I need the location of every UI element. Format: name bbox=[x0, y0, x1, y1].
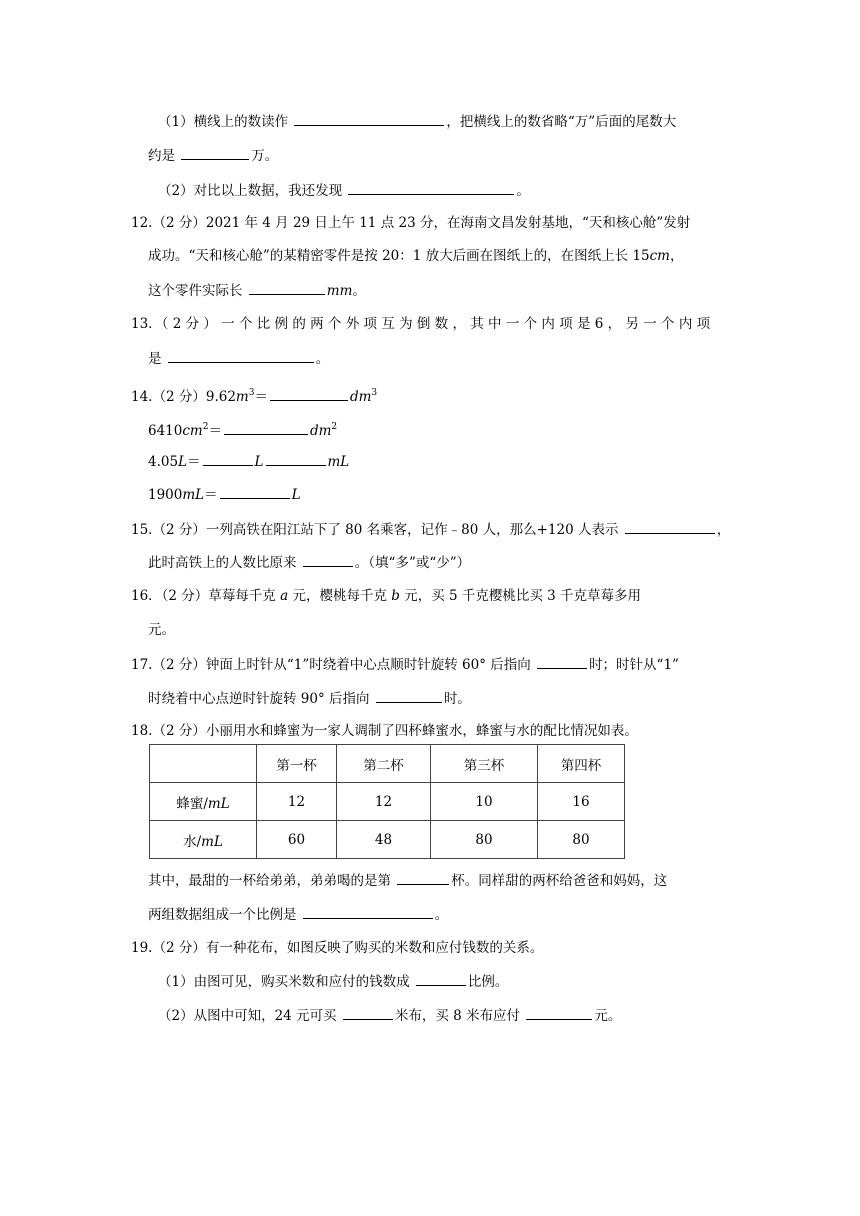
text: 12.（2 分）2021 年 4 月 29 日上午 11 点 23 分，在海南文昌发射基地，“天和核心舱”发射 bbox=[131, 215, 691, 231]
table-cell: 48 bbox=[337, 821, 431, 859]
text: 6410 bbox=[148, 423, 183, 439]
text: 。 bbox=[434, 907, 449, 923]
exponent: 2 bbox=[331, 422, 338, 432]
text: 。（填“多”或“少”） bbox=[354, 555, 471, 571]
text: 是 bbox=[148, 351, 162, 367]
answer-blank[interactable] bbox=[376, 688, 442, 703]
q18-line1 bbox=[131, 721, 638, 741]
text: （1）由图可见，购买米数和应付的钱数成 bbox=[158, 974, 410, 990]
unit: mm bbox=[326, 283, 353, 299]
unit: cm bbox=[649, 248, 670, 264]
text: 16．（2 分）草莓每千克 bbox=[131, 588, 276, 604]
table-cell: 第一杯 bbox=[257, 745, 337, 783]
text: 15.（2 分）一列高铁在阳江站下了 80 名乘客，记作﹣80 人，那么+120 人表示 bbox=[131, 522, 619, 538]
answer-blank[interactable] bbox=[348, 180, 514, 195]
table-cell: 12 bbox=[337, 783, 431, 821]
table-row-label bbox=[150, 821, 257, 859]
q17-line1 bbox=[131, 654, 679, 675]
answer-blank[interactable] bbox=[203, 451, 253, 466]
q14-line4 bbox=[148, 484, 301, 505]
text: 万。 bbox=[251, 148, 279, 164]
q17-line2 bbox=[148, 688, 471, 709]
q18-line2 bbox=[148, 870, 667, 891]
unit: L bbox=[254, 454, 264, 470]
q14-line2 bbox=[148, 417, 337, 441]
text: ， bbox=[716, 522, 731, 538]
q15-line1 bbox=[131, 519, 730, 540]
text: 14.（2 分）9.62 bbox=[131, 389, 236, 405]
equals: ＝ bbox=[254, 389, 268, 405]
text: 成功。“天和核心舱”的某精密零件是按 20：1 放大后画在图纸上的，在图纸上长 15 bbox=[148, 248, 650, 264]
q14-line3 bbox=[148, 451, 349, 472]
text: 元。 bbox=[148, 622, 175, 638]
text: 杯。同样甜的两杯给爸爸和妈妈，这 bbox=[451, 873, 668, 889]
q19-part2 bbox=[158, 1005, 621, 1026]
text: 19.（2 分）有一种花布，如图反映了购买的米数和应付钱数的关系。 bbox=[131, 940, 544, 956]
answer-blank[interactable] bbox=[303, 904, 433, 919]
unit: mL bbox=[327, 454, 350, 470]
answer-blank[interactable] bbox=[537, 654, 587, 669]
text: （1）横线上的数读作 bbox=[158, 114, 289, 130]
answer-blank[interactable] bbox=[303, 552, 353, 567]
table-row-label bbox=[150, 783, 257, 821]
text: （2）对比以上数据，我还发现 bbox=[158, 183, 343, 199]
q19-part1 bbox=[158, 971, 508, 992]
table-row bbox=[150, 783, 625, 821]
q12-line3 bbox=[148, 280, 366, 301]
answer-blank[interactable] bbox=[397, 870, 449, 885]
unit: L bbox=[291, 487, 301, 503]
text: 其中，最甜的一杯给弟弟，弟弟喝的是第 bbox=[148, 873, 391, 889]
q11-part2 bbox=[158, 180, 530, 201]
q11-part1-line1 bbox=[158, 111, 676, 132]
text: 水/ bbox=[183, 833, 202, 850]
variable: a bbox=[280, 588, 289, 604]
unit: dm bbox=[349, 389, 372, 405]
text: 17.（2 分）钟面上时针从“1”时绕着中心点顺时针旋转 60° 后指向 bbox=[131, 657, 531, 673]
q15-line2 bbox=[148, 552, 470, 573]
text: ，把横线上的数省略“万”后面的尾数大 bbox=[446, 114, 677, 130]
text: 元。 bbox=[594, 1008, 622, 1024]
text: 。 bbox=[352, 283, 366, 299]
table-cell: 12 bbox=[257, 783, 337, 821]
answer-blank[interactable] bbox=[270, 386, 348, 401]
q13-line2 bbox=[148, 348, 329, 369]
q16-line1 bbox=[131, 586, 641, 606]
text: 18.（2 分）小丽用水和蜂蜜为一家人调制了四杯蜂蜜水，蜂蜜与水的配比情况如表。 bbox=[131, 723, 638, 739]
q18-line3 bbox=[148, 904, 448, 925]
unit: cm bbox=[182, 423, 203, 439]
equals: ＝ bbox=[208, 423, 222, 439]
table-cell: 第三杯 bbox=[431, 745, 538, 783]
text: 元，樱桃每千克 bbox=[292, 588, 387, 604]
text: 约是 bbox=[148, 148, 175, 164]
text: 元，买 5 千克樱桃比买 3 千克草莓多用 bbox=[404, 588, 642, 604]
exponent: 2 bbox=[202, 422, 209, 432]
answer-blank[interactable] bbox=[294, 111, 444, 126]
answer-blank[interactable] bbox=[266, 451, 326, 466]
text: 蜂蜜/ bbox=[176, 795, 208, 812]
answer-blank[interactable] bbox=[416, 971, 466, 986]
answer-blank[interactable] bbox=[220, 484, 290, 499]
text: 时。 bbox=[443, 691, 471, 707]
text: 米布，买 8 米布应付 bbox=[394, 1008, 521, 1024]
text: 。 bbox=[315, 351, 330, 367]
text: （2）从图中可知，24 元可买 bbox=[158, 1008, 337, 1024]
text: 1900 bbox=[148, 487, 183, 503]
unit: L bbox=[178, 454, 188, 470]
text: ， bbox=[670, 248, 684, 264]
answer-blank[interactable] bbox=[526, 1005, 592, 1020]
text: 时绕着中心点逆时针旋转 90° 后指向 bbox=[148, 691, 370, 707]
text: 。 bbox=[516, 183, 530, 199]
exponent: 3 bbox=[248, 388, 255, 398]
table-cell: 80 bbox=[431, 821, 538, 859]
q12-line2 bbox=[148, 246, 684, 266]
q19-line1 bbox=[131, 938, 543, 958]
q12-line1 bbox=[131, 213, 690, 233]
q14-line1 bbox=[131, 383, 377, 407]
answer-blank[interactable] bbox=[625, 519, 715, 534]
text: 时；时针从“1” bbox=[589, 657, 679, 673]
honey-water-table bbox=[149, 744, 625, 859]
q13-line1 bbox=[131, 314, 710, 334]
table-cell: 第四杯 bbox=[538, 745, 625, 783]
text: 两组数据组成一个比例是 bbox=[148, 907, 297, 923]
text: 4.05 bbox=[148, 454, 179, 470]
table-cell: 10 bbox=[431, 783, 538, 821]
table-cell: 16 bbox=[538, 783, 625, 821]
equals: ＝ bbox=[204, 487, 218, 503]
unit: mL bbox=[201, 833, 223, 850]
equals: ＝ bbox=[187, 454, 201, 470]
table-cell bbox=[150, 745, 257, 783]
answer-blank[interactable] bbox=[343, 1005, 393, 1020]
answer-blank[interactable] bbox=[181, 145, 249, 160]
unit: mL bbox=[182, 487, 205, 503]
exponent: 3 bbox=[371, 388, 378, 398]
answer-blank[interactable] bbox=[249, 280, 325, 295]
table-cell: 第二杯 bbox=[337, 745, 431, 783]
unit: mL bbox=[207, 795, 230, 812]
unit: dm bbox=[309, 423, 332, 439]
q11-part1-line2 bbox=[148, 145, 278, 166]
unit: m bbox=[235, 389, 249, 405]
table-cell: 60 bbox=[257, 821, 337, 859]
text: 此时高铁上的人数比原来 bbox=[148, 555, 297, 571]
table-cell: 80 bbox=[538, 821, 625, 859]
variable: b bbox=[391, 588, 400, 604]
text: 13．（ 2 分 ） 一 个 比 例 的 两 个 外 项 互 为 倒 数 ， 其 中 一 个 内 项 是 6 ， 另 一 个 内 项 bbox=[131, 316, 711, 332]
text: 比例。 bbox=[467, 974, 509, 990]
text: 这个零件实际长 bbox=[148, 283, 243, 299]
table-row bbox=[150, 745, 625, 783]
answer-blank[interactable] bbox=[168, 348, 314, 363]
answer-blank[interactable] bbox=[224, 420, 308, 435]
table-row bbox=[150, 821, 625, 859]
q16-line2 bbox=[148, 620, 175, 640]
